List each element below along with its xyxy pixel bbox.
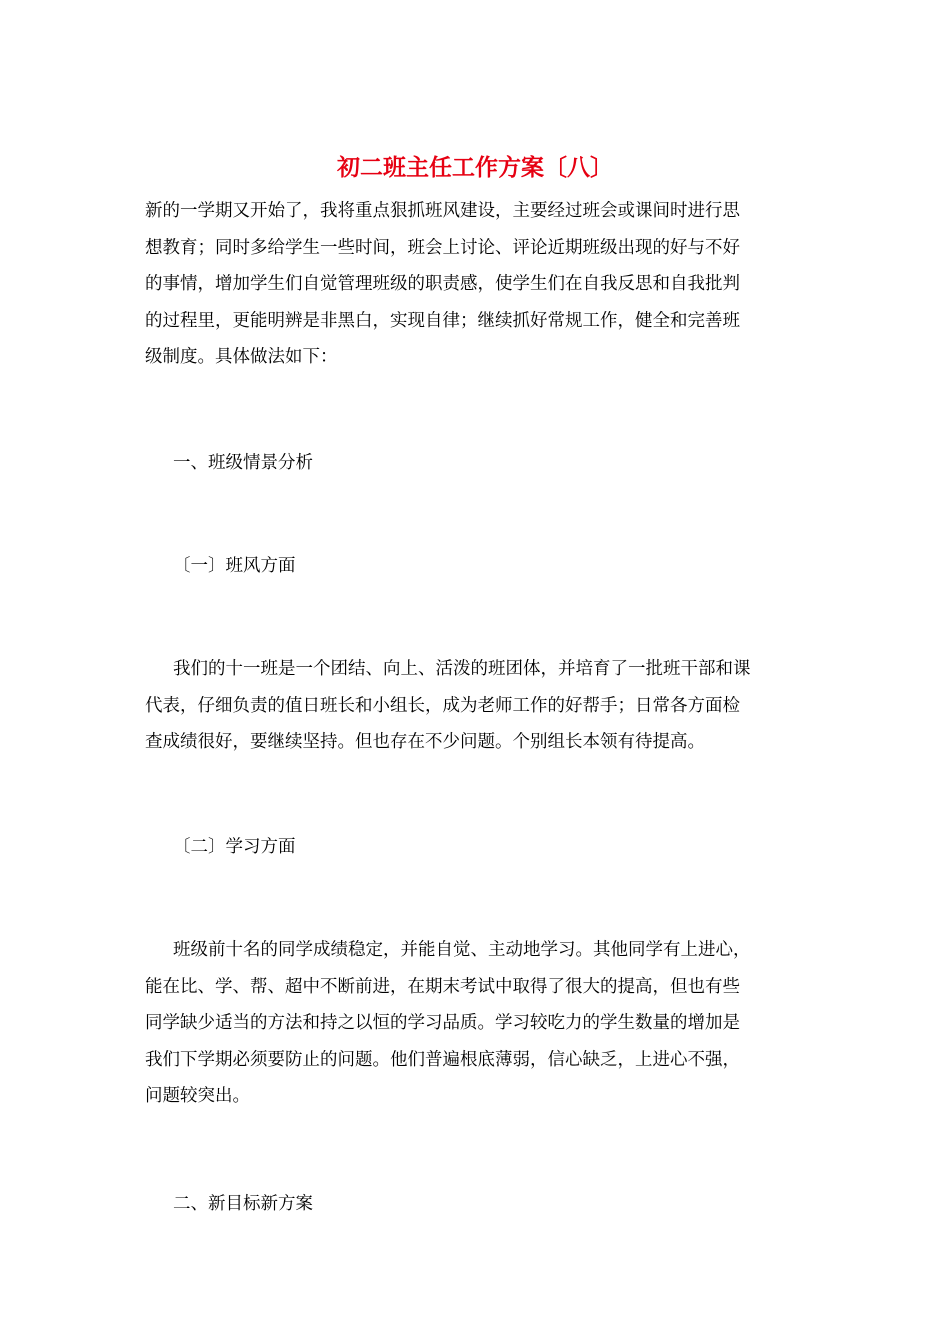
paragraph-line: 问题较突出。 (145, 1086, 250, 1106)
paragraph-line: 我们下学期必须要防止的问题。他们普遍根底薄弱，信心缺乏，上进心不强， (145, 1049, 740, 1070)
paragraph-line: 代表，仔细负责的值日班长和小组长，成为老师工作的好帮手；日常各方面检 (145, 695, 740, 716)
intro-line: 级制度。具体做法如下： (145, 347, 338, 367)
subsection-heading-2: 〔二〕学习方面 (173, 837, 296, 857)
paragraph-line: 我们的十一班是一个团结、向上、活泼的班团体，并培育了一批班干部和课 (173, 659, 751, 679)
paragraph-line: 查成绩很好，要继续坚持。但也存在不少问题。个别组长本领有待提高。 (145, 732, 705, 752)
intro-line: 新的一学期又开始了，我将重点狠抓班风建设，主要经过班会或课间时进行思 (145, 201, 740, 221)
section-heading-2: 二、新目标新方案 (173, 1194, 313, 1214)
paragraph-line: 同学缺少适当的方法和持之以恒的学习品质。学习较吃力的学生数量的增加是 (145, 1013, 740, 1033)
class-style-paragraph (145, 651, 805, 761)
intro-line: 想教育；同时多给学生一些时间，班会上讨论、评论近期班级出现的好与不好 (145, 237, 740, 258)
document-title: 初二班主任工作方案〔八〕 (337, 154, 613, 181)
paragraph-line: 班级前十名的同学成绩稳定，并能自觉、主动地学习。其他同学有上进心， (173, 940, 751, 960)
study-paragraph (145, 932, 805, 1115)
subsection-heading-1: 〔一〕班风方面 (173, 556, 296, 576)
intro-paragraph (145, 193, 805, 376)
paragraph-line: 能在比、学、帮、超中不断前进，在期末考试中取得了很大的提高，但也有些 (145, 976, 740, 997)
intro-line: 的事情，增加学生们自觉管理班级的职责感，使学生们在自我反思和自我批判 (145, 274, 740, 294)
section-heading-1: 一、班级情景分析 (173, 453, 313, 473)
intro-line: 的过程里，更能明辨是非黑白，实现自律；继续抓好常规工作，健全和完善班 (145, 310, 740, 331)
